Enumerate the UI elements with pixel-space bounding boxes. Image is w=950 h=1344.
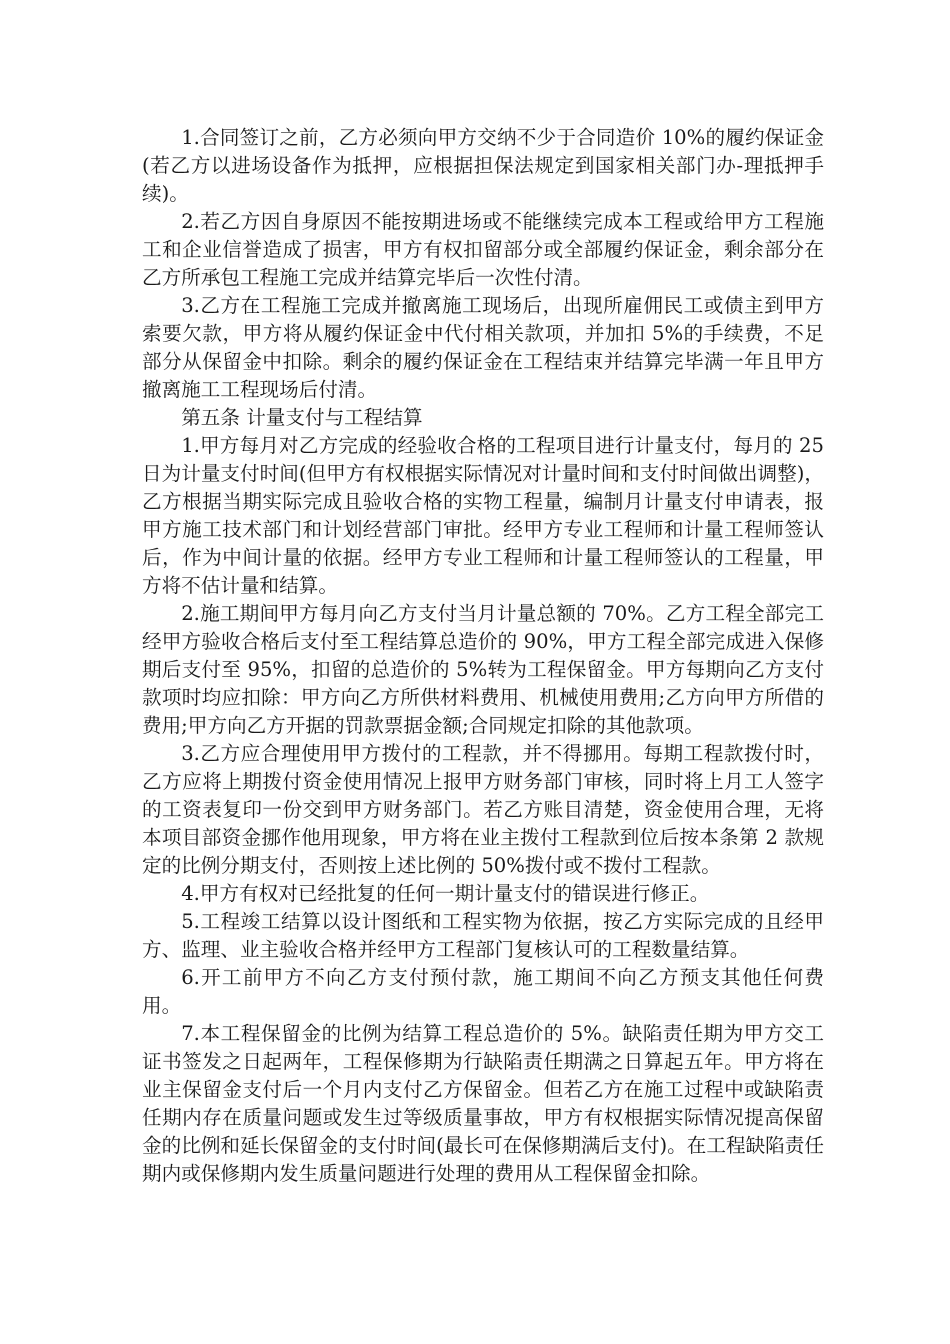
paragraph-payment-6: 6.开工前甲方不向乙方支付预付款，施工期间不向乙方预支其他任何费用。	[142, 966, 824, 1017]
document-body	[142, 124, 824, 1188]
paragraph-payment-1: 1.甲方每月对乙方完成的经验收合格的工程项目进行计量支付，每月的 25 日为计量支付时间(但甲方有权根据实际情况对计量时间和支付时间做出调整)，乙方根据当期实际完成且验收合格的实物工程量，编制月计量支付申请表，报甲方施工技术部门和计划经营部门审批。经甲方专业工程师和计量工程师签认后，作为中间计量的依据。经甲方专业工程师和计量工程师签认的工程量，甲方将不估计量和结算。	[142, 434, 824, 597]
paragraph-payment-2: 2.施工期间甲方每月向乙方支付当月计量总额的 70%。乙方工程全部完工经甲方验收合格后支付至工程结算总造价的 90%，甲方工程全部完成进入保修期后支付至 95%，扣留的总造价的 5%转为工程保留金。甲方每期向乙方支付款项时均应扣除：甲方向乙方所供材料费用、机械使用费用;乙方向甲方所借的费用;甲方向乙方开据的罚款票据金额;合同规定扣除的其他款项。	[142, 602, 824, 737]
paragraph-payment-7: 7.本工程保留金的比例为结算工程总造价的 5%。缺陷责任期为甲方交工证书签发之日起两年，工程保修期为行缺陷责任期满之日算起五年。甲方将在业主保留金支付后一个月内支付乙方保留金。但若乙方在施工过程中或缺陷责任期内存在质量问题或发生过等级质量事故，甲方有权根据实际情况提高保留金的比例和延长保留金的支付时间(最长可在保修期满后支付)。在工程缺陷责任期内或保修期内发生质量问题进行处理的费用从工程保留金扣除。	[142, 1022, 824, 1185]
paragraph-payment-4: 4.甲方有权对已经批复的任何一期计量支付的错误进行修正。	[181, 882, 710, 905]
paragraph-deposit-1: 1.合同签订之前，乙方必须向甲方交纳不少于合同造价 10%的履约保证金(若乙方以进场设备作为抵押，应根据担保法规定到国家相关部门办-理抵押手续)。	[142, 126, 824, 205]
paragraph-payment-5: 5.工程竣工结算以设计图纸和工程实物为依据，按乙方实际完成的且经甲方、监理、业主验收合格并经甲方工程部门复核认可的工程数量结算。	[142, 910, 824, 961]
paragraph-deposit-2: 2.若乙方因自身原因不能按期进场或不能继续完成本工程或给甲方工程施工和企业信誉造成了损害，甲方有权扣留部分或全部履约保证金，剩余部分在乙方所承包工程施工完成并结算完毕后一次性付清。	[142, 210, 824, 289]
paragraph-payment-3: 3.乙方应合理使用甲方拨付的工程款，并不得挪用。每期工程款拨付时，乙方应将上期拨付资金使用情况上报甲方财务部门审核，同时将上月工人签字的工资表复印一份交到甲方财务部门。若乙方账目清楚，资金使用合理，无将本项目部资金挪作他用现象，甲方将在业主拨付工程款到位后按本条第 2 款规定的比例分期支付，否则按上述比例的 50%拨付或不拨付工程款。	[142, 742, 824, 877]
section-heading-article-5: 第五条 计量支付与工程结算	[181, 406, 423, 429]
paragraph-deposit-3: 3.乙方在工程施工完成并撤离施工现场后，出现所雇佣民工或债主到甲方索要欠款，甲方将从履约保证金中代付相关款项，并加扣 5%的手续费，不足部分从保留金中扣除。剩余的履约保证金在工程结束并结算完毕满一年且甲方撤离施工工程现场后付清。	[142, 294, 824, 401]
